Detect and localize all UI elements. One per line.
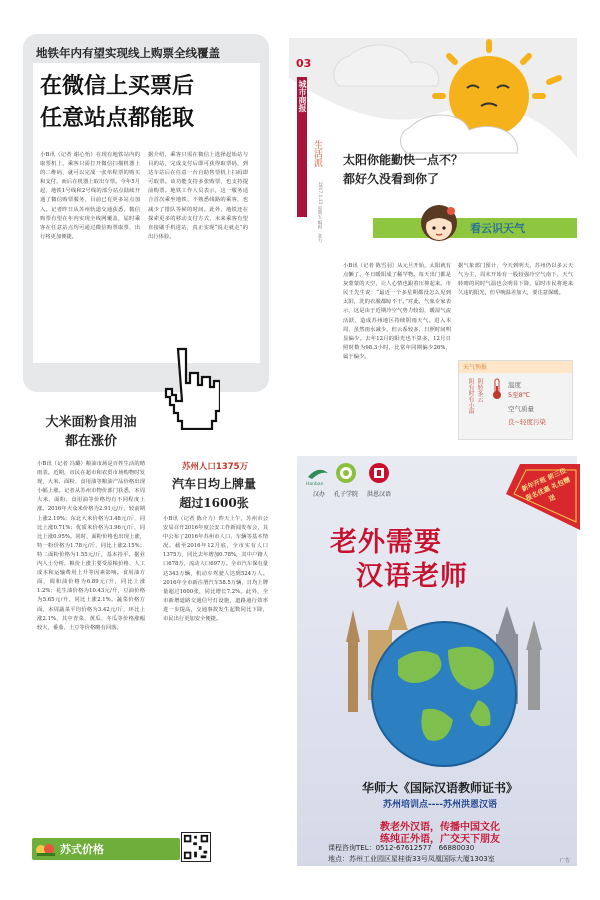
air-quality-value: 良~轻度污染 xyxy=(508,418,546,426)
ad-logo-brand: Hanban xyxy=(306,482,324,487)
weather-headline-line1: 太阳你能勤快一点不？ xyxy=(343,153,464,167)
weather-band-label: 看云识天气 xyxy=(470,222,525,235)
ad-logo-label-1: 汉办 xyxy=(313,491,326,498)
globe-landmarks-illustration xyxy=(328,590,560,775)
grain-headline-line1: 大米面粉食用油 xyxy=(45,415,137,430)
air-quality-label: 空气质量 xyxy=(508,405,534,413)
ad-headline-1: 老外需要 xyxy=(330,527,442,558)
qr-code-icon xyxy=(181,832,211,862)
ad-address: 地点：苏州工业园区星桂街33号凤凰国际大厦1303室 xyxy=(328,855,495,863)
girl-mascot-icon xyxy=(414,199,464,249)
ad-tag: 广告 xyxy=(560,858,571,864)
temperature-label: 温度 xyxy=(508,381,521,389)
ad-logo-label-3: 洪恩汉语 xyxy=(367,491,392,498)
tablet-kicker: 地铁年内有望实现线上购票全线覆盖 xyxy=(36,46,220,60)
weather-body-left: 小B讯（记者 陈雪羽）从元旦开始，太阳就有点懒了，冬日暖阳成了稀罕物。每天出门都是灰蒙蒙的天空，让人心情也跟着压抑起来。市民王先生说：“最近一个多星期都没怎么见到太阳，洗的衣服都晾不干。”对此，气象专家表示，这是由于近期冷空气势力较弱，暖湿气流活跃，造成苏州地区持续阴雨天气。进入本周，虽然雨水减少，但云系较多，日照时间明显偏少。去年12月的阳光也不算多，12月日照时数为98.3小时，比常年同期偏少26%，属于偏少。 xyxy=(343,263,451,360)
forecast-title: 天气预报 xyxy=(463,364,488,371)
tablet-body-column-2: 据介绍，乘客只需在微信上选择起始站与目的站，完成支付后即可获得取票码，到达车站后在任意一台自助售票机上扫码即可取票。该功能支持多张购票，也支持提前购票。地铁工作人员表示，这一服务适合首次乘坐地铁、不熟悉线路的乘客，也减少了排队等候的时间。此外，地铁还在探索更多的移动支付方式，未来乘客有望直接刷手机进站，真正实现“说走就走”的出行体验。 xyxy=(148,152,248,240)
temperature-value: 5至8℃ xyxy=(508,391,531,399)
date-line: 2017.1.13 星期五 编辑：张力 xyxy=(317,182,322,243)
ad-slogan-2: 练纯正外语，广交天下朋友 xyxy=(380,834,500,845)
page-number: 03 xyxy=(296,57,312,70)
weather-headline xyxy=(343,151,513,189)
ad-logo-label-2: 孔子学院 xyxy=(334,491,359,498)
hongen-logo-icon xyxy=(368,462,390,484)
price-section-label: 苏式价格 xyxy=(60,843,104,856)
ad-certificate-title: 华师大《国际汉语教师证书》 xyxy=(361,781,518,795)
tablet-headline-line2: 任意站点都能取 xyxy=(40,106,195,131)
tablet-body-column-1: 小B讯（记者 谢心怡）在现有地铁站内的取票机上，乘客只需打开微信扫描机器上的二维码，就可以完成一张单程票的购买和支付，而后在机器上取出车票。今年5月起，地铁1号线和2号线的部分站点陆续开通了微信购票服务，目前已有更多站点加入。记者昨日从苏州轨道交通获悉，微信购票有望在年内实现全线网覆盖，届时乘客在任意站点均可通过微信购票取票，出行将更加便捷。 xyxy=(40,152,140,240)
weather-body-right: 据气象部门预计，今天到明天，苏州仍以多云天气为主，周末开始有一股较强冷空气南下，天气转晴的同时气温也会明显下降，届时市民将迎来久违的阳光，但早晚温差加大，要注意保暖。 xyxy=(458,263,573,297)
ad-phone: 课程咨询TEL：0512-67612577 66880030 xyxy=(328,844,475,852)
population-headline-line2: 超过1600张 xyxy=(179,496,249,510)
grain-headline xyxy=(28,413,154,451)
hanban-logo-icon xyxy=(306,463,330,483)
tablet-headline-line1: 在微信上买票后 xyxy=(40,74,195,99)
promo-badge-text: 新年开班 前三位报名优惠 礼包赠送 xyxy=(520,466,572,504)
ad-headline-2: 汉语老师 xyxy=(356,561,468,592)
grain-headline-line2: 都在涨价 xyxy=(64,434,117,449)
section-name: 生活派 xyxy=(312,140,322,167)
forecast-desc-b: 阴转多云 xyxy=(476,378,483,402)
population-headline xyxy=(150,475,278,513)
confucius-institute-logo-icon xyxy=(335,462,357,484)
forecast-desc-a: 阴有时有小雨 xyxy=(467,378,474,414)
population-headline-line1: 汽车日均上牌量 xyxy=(171,477,256,491)
ad-slogan-1: 教老外汉语，传播中国文化 xyxy=(380,822,500,833)
weather-headline-line2: 都好久没看到你了 xyxy=(343,172,440,186)
hand-cursor-icon xyxy=(160,345,220,430)
ad-branch-line: 苏州培训点----苏州洪恩汉语 xyxy=(383,800,497,810)
grain-body: 小B讯（记者 冯璐）粮油市场是百姓生活的晴雨表。近期，市民在超市和农贸市场购物时发现，大米、面粉、食用油等粮油产品价格出现小幅上涨。记者从苏州市物价部门获悉，本周大米、面粉、食用油等价格均有不同程度上涨。2016年大众米价格为2.91元/斤，较前期上涨2.19%；东北大米价格为3.48元/斤，同比上涨0.71%；优质米价格为3.96元/斤，同比上涨0.95%。同时，面粉价格也出现上涨，特一粉价格为1.78元/斤，同比上涨2.15%；特二面粉价格为1.55元/斤，基本持平。据业内人士分析，粮价上涨主要受原粮价格、人工成本和运输费用上升等因素影响。食用油方面，调和油价格为6.89元/升，同比上涨1.2%；花生油价格为10.43元/升，豆油价格为5.65元/升，同比上涨2.1%。蔬菜价格方面，本周蔬菜平均价格为3.42元/斤，环比上涨2.1%，其中青菜、黄瓜、冬瓜等价格涨幅较大，番茄、土豆等价格略有回落。 xyxy=(37,461,145,631)
population-kicker: 苏州人口1375万 xyxy=(181,462,249,472)
thermometer-icon xyxy=(490,378,504,400)
grocery-icon xyxy=(35,841,57,857)
newspaper-name: 城市商报 xyxy=(298,80,307,112)
population-body: 小B讯（记者 陈介力）昨天上午，苏州市公安局召开2016年度公安工作新闻发布会，其中公布了2016年苏州市人口、车辆等基本情况。截至2016年12月底，全市实有人口1375万，同比去年增加0.78%，其中户籍人口678万，流动人口697万。全市汽车保有量达343万辆，机动车驾驶人达到524万人。2016年全市新注册汽车58.5万辆，日均上牌量超过1600张，同比增长7.2%。此外，全市新增道路交通信号灯设施，道路通行效率进一步提高，交通事故发生起数同比下降，市民出行更加安全便捷。 xyxy=(163,516,268,623)
